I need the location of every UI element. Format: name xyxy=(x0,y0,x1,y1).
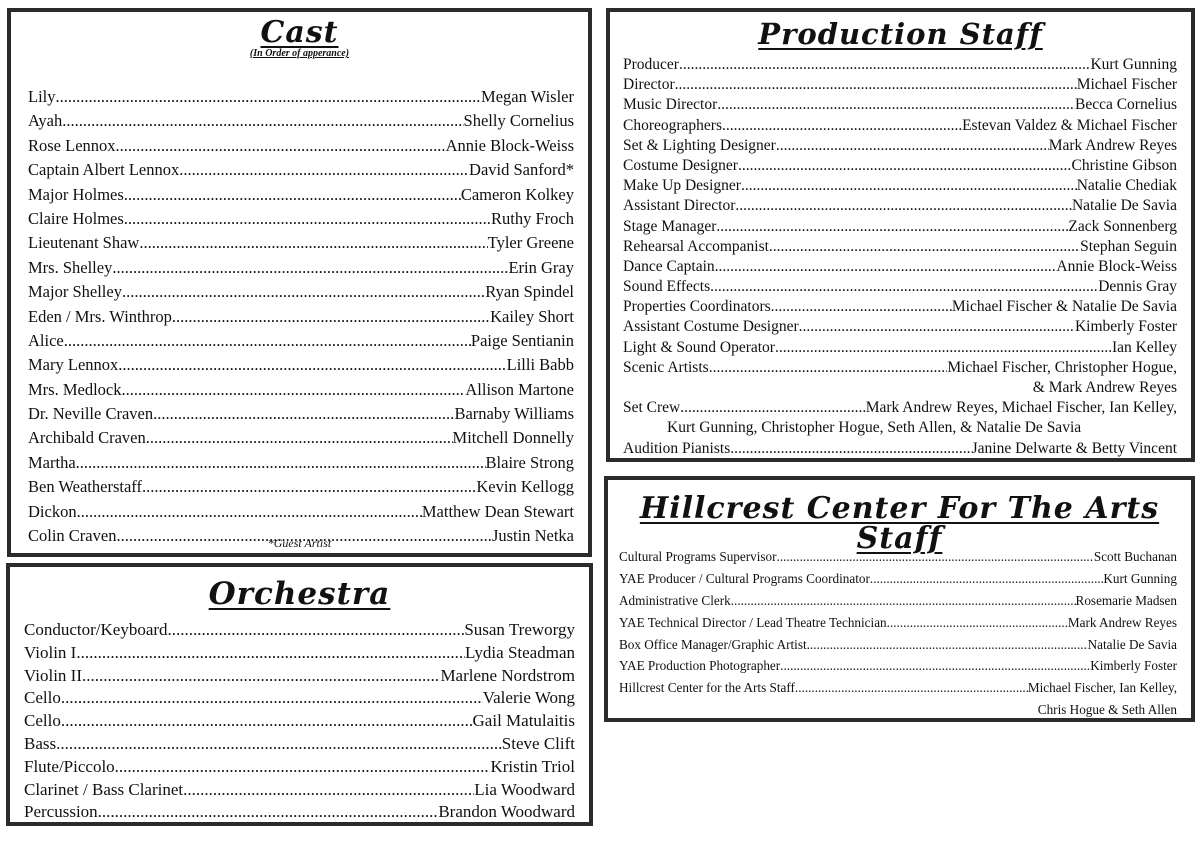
credit-name: Erin Gray xyxy=(508,257,574,277)
dot-leader xyxy=(115,756,491,779)
credit-name: Lia Woodward xyxy=(474,779,575,799)
credit-role: Eden / Mrs. Winthrop xyxy=(28,306,172,326)
credit-row xyxy=(28,158,574,182)
dot-leader xyxy=(775,338,1112,358)
credit-row xyxy=(28,256,574,280)
credit-role: Producer xyxy=(623,56,679,73)
credit-role: Mary Lennox xyxy=(28,355,119,375)
credit-name: Megan Wisler xyxy=(481,87,574,106)
credit-row xyxy=(28,500,574,524)
dot-leader xyxy=(735,196,1072,216)
hillcrest-staff-title: Hillcrest Center For The Arts Staff xyxy=(639,491,1160,556)
credit-name: Cameron Kolkey xyxy=(460,184,574,204)
dot-leader xyxy=(76,642,465,665)
credit-row xyxy=(619,634,1177,656)
credit-role: Scenic Artists xyxy=(623,358,709,376)
credit-name: Michael Fischer, Christopher Hogue, xyxy=(947,358,1177,376)
credit-role: Assistant Costume Designer xyxy=(623,318,799,336)
credit-row xyxy=(28,353,574,377)
credit-row xyxy=(28,231,574,255)
dot-leader xyxy=(116,134,446,158)
credit-role: Conductor/Keyboard xyxy=(24,620,168,639)
credit-name: Tyler Greene xyxy=(487,233,574,253)
credit-role: Cultural Programs Supervisor xyxy=(619,549,777,564)
credit-row xyxy=(28,280,574,304)
credit-name: Kimberly Foster xyxy=(1074,318,1177,336)
credit-name: Lilli Babb xyxy=(506,355,574,375)
dot-leader xyxy=(887,612,1068,634)
credit-name: Mark Andrew Reyes xyxy=(1067,614,1177,630)
credit-name: Natalie Chediak xyxy=(1076,177,1177,195)
credit-role: Set Crew xyxy=(623,399,681,417)
credit-role: Properties Coordinators xyxy=(623,298,771,316)
dot-leader xyxy=(722,116,962,136)
dot-leader xyxy=(799,317,1075,337)
credit-row xyxy=(623,196,1177,216)
credit-row xyxy=(623,398,1177,418)
credit-name: Justin Netka xyxy=(491,526,574,546)
credit-row xyxy=(619,546,1177,568)
credit-role: Cello xyxy=(24,711,61,731)
dot-leader xyxy=(64,329,471,353)
credit-role: Archibald Craven xyxy=(28,428,146,448)
credit-role: Mrs. Medlock xyxy=(28,379,122,399)
dot-leader xyxy=(780,655,1090,677)
dot-leader xyxy=(795,677,1028,699)
credit-name: Allison Martone xyxy=(465,379,574,399)
credit-name: Michael Fischer, Ian Kelley, xyxy=(1027,680,1177,696)
credit-row xyxy=(28,207,574,231)
dot-leader xyxy=(675,75,1077,95)
credit-role: Light & Sound Operator xyxy=(623,338,775,356)
credit-role: Sound Effects xyxy=(623,278,711,296)
credit-name: Christine Gibson xyxy=(1071,156,1177,174)
credit-role: Dickon xyxy=(28,501,77,521)
credit-name: Blaire Strong xyxy=(485,452,574,472)
credit-name: Estevan Valdez & Michael Fischer xyxy=(962,116,1177,134)
credit-row xyxy=(623,116,1177,136)
credit-name: Dennis Gray xyxy=(1098,278,1177,296)
credit-row xyxy=(28,451,574,475)
set-crew-continued: Kurt Gunning, Christopher Hogue, Seth Allen, & Natalie De Savia xyxy=(667,419,1082,437)
dot-leader xyxy=(716,217,1068,237)
credit-role: Costume Designer xyxy=(623,156,738,174)
credit-role: YAE Technical Director / Lead Theatre Technician xyxy=(619,614,887,630)
credit-row xyxy=(619,612,1177,634)
production-staff-rows xyxy=(623,55,1177,378)
credit-row xyxy=(623,297,1177,317)
credit-row xyxy=(619,655,1177,677)
guest-artist-note: *Guest Artist xyxy=(267,536,332,550)
credit-role: Violin II xyxy=(24,665,82,685)
credit-role: Stage Manager xyxy=(623,217,717,235)
credit-row xyxy=(623,176,1177,196)
credit-role: Dr. Neville Craven xyxy=(28,404,154,424)
scenic-artists-continued: & Mark Andrew Reyes xyxy=(1032,379,1177,396)
credit-name: Paige Sentianin xyxy=(470,330,574,350)
credit-name: David Sanford* xyxy=(469,160,574,180)
dot-leader xyxy=(179,158,469,182)
credit-role: Audition Pianists xyxy=(623,439,731,457)
dot-leader xyxy=(717,95,1075,115)
dot-leader xyxy=(183,779,474,802)
credit-name: Ian Kelley xyxy=(1112,338,1177,356)
dot-leader xyxy=(146,426,453,450)
credit-role: Lieutenant Shaw xyxy=(28,233,140,253)
credit-name: Natalie De Savia xyxy=(1071,197,1177,215)
credit-role: Hillcrest Center for the Arts Staff xyxy=(619,680,795,696)
credit-row xyxy=(24,733,575,756)
orchestra-list xyxy=(24,619,575,824)
credit-name: Scott Buchanan xyxy=(1093,549,1177,564)
dot-leader xyxy=(76,451,486,475)
dot-leader xyxy=(124,183,461,207)
dot-leader xyxy=(168,619,465,642)
credit-row xyxy=(619,590,1177,612)
credit-role: Percussion xyxy=(24,802,98,822)
credit-name: Stephan Seguin xyxy=(1080,237,1177,255)
dot-leader xyxy=(172,305,490,329)
credit-role: Colin Craven xyxy=(28,526,117,546)
credit-row xyxy=(24,619,575,642)
credit-row xyxy=(623,136,1177,156)
credit-row xyxy=(623,237,1177,257)
cast-title: Cast xyxy=(260,15,339,50)
credit-role: Bass xyxy=(24,733,57,753)
credit-name: Lydia Steadman xyxy=(464,642,575,662)
credit-role: Cello xyxy=(24,688,61,708)
credit-role: Make Up Designer xyxy=(623,177,741,195)
credit-name: Ruthy Froch xyxy=(491,208,574,228)
credit-role: Choreographers xyxy=(623,116,722,134)
credit-row xyxy=(28,109,574,133)
credit-name: Steve Clift xyxy=(501,733,575,753)
dot-leader xyxy=(118,353,506,377)
credit-role: Mrs. Shelley xyxy=(28,257,113,277)
credit-name: Brandon Woodward xyxy=(438,802,575,822)
dot-leader xyxy=(61,687,483,710)
credit-row xyxy=(623,257,1177,277)
credit-name: Michael Fischer xyxy=(1076,76,1177,94)
credit-name: Kurt Gunning xyxy=(1090,56,1177,73)
dot-leader xyxy=(731,590,1076,612)
credit-name: Kimberly Foster xyxy=(1090,658,1177,674)
dot-leader xyxy=(62,109,463,133)
orchestra-panel xyxy=(6,563,593,826)
credit-row xyxy=(28,426,574,450)
credit-row xyxy=(623,439,1177,459)
credit-name: Becca Cornelius xyxy=(1074,96,1177,114)
credit-row xyxy=(28,183,574,207)
credit-name: Michael Fischer & Natalie De Savia xyxy=(951,298,1177,316)
dot-leader xyxy=(124,207,491,231)
credit-row xyxy=(24,687,575,710)
credit-row xyxy=(24,665,575,688)
credit-name: Kevin Kellogg xyxy=(476,477,574,497)
credit-name: Zack Sonnenberg xyxy=(1068,217,1177,235)
production-staff-title: Production Staff xyxy=(758,17,1043,51)
production-staff-list xyxy=(623,55,1177,459)
dot-leader xyxy=(142,475,476,499)
credit-role: Ben Weatherstaff xyxy=(28,477,142,497)
credit-role: Box Office Manager/Graphic Artist xyxy=(619,636,807,652)
credit-row xyxy=(623,338,1177,358)
dot-leader xyxy=(679,55,1091,75)
credit-row xyxy=(623,95,1177,115)
credit-role: Alice xyxy=(28,330,64,350)
credit-role: Ayah xyxy=(28,111,63,131)
credit-row xyxy=(619,677,1177,699)
credit-name: Valerie Wong xyxy=(482,688,575,708)
dot-leader xyxy=(82,665,440,688)
credit-name: Matthew Dean Stewart xyxy=(421,501,574,521)
credit-name: Ryan Spindel xyxy=(485,282,574,302)
credit-row xyxy=(24,756,575,779)
credit-row xyxy=(28,402,574,426)
production-staff-panel xyxy=(606,8,1195,462)
hillcrest-staff-rows xyxy=(619,546,1177,699)
cast-subtitle: (In Order of apperance) xyxy=(249,48,350,59)
credit-role: Lily xyxy=(28,87,56,106)
credit-name: Barnaby Williams xyxy=(454,404,574,424)
credit-role: Music Director xyxy=(623,96,718,114)
credit-role: Major Shelley xyxy=(28,282,122,302)
credit-row xyxy=(28,475,574,499)
dot-leader xyxy=(741,176,1077,196)
credit-row xyxy=(24,642,575,665)
dot-leader xyxy=(730,439,971,459)
dot-leader xyxy=(769,237,1080,257)
hillcrest-staff-list xyxy=(619,546,1177,721)
dot-leader xyxy=(680,398,865,418)
credit-row xyxy=(28,134,574,158)
dot-leader xyxy=(153,402,454,426)
credit-row xyxy=(28,305,574,329)
credit-role: Rehearsal Accompanist xyxy=(623,237,769,255)
credit-name: Gail Matulaitis xyxy=(472,711,575,731)
credit-row xyxy=(28,85,574,109)
dot-leader xyxy=(776,136,1049,156)
credit-name: Kurt Gunning xyxy=(1103,570,1177,586)
credit-name: Rosemarie Madsen xyxy=(1075,592,1177,608)
credit-name: Natalie De Savia xyxy=(1087,636,1177,652)
credit-name: Annie Block-Weiss xyxy=(1056,257,1177,275)
credit-name: Kailey Short xyxy=(490,306,574,326)
credit-role: Administrative Clerk xyxy=(619,592,731,608)
orchestra-title: Orchestra xyxy=(208,576,391,612)
credit-row xyxy=(24,710,575,733)
credit-role: Rose Lennox xyxy=(28,135,116,155)
credit-row xyxy=(623,156,1177,176)
credit-role: YAE Producer / Cultural Programs Coordinator xyxy=(619,570,870,586)
credit-row xyxy=(619,568,1177,590)
credit-row xyxy=(623,75,1177,95)
dot-leader xyxy=(738,156,1072,176)
credit-row xyxy=(623,55,1177,75)
dot-leader xyxy=(56,85,482,109)
credit-row xyxy=(24,801,575,824)
credit-name: Annie Block-Weiss xyxy=(445,135,574,155)
credit-role: Dance Captain xyxy=(623,257,715,275)
credit-name: Mark Andrew Reyes, Michael Fischer, Ian Kelley, xyxy=(865,399,1177,417)
credit-name: Shelly Cornelius xyxy=(463,111,574,131)
dot-leader xyxy=(122,280,485,304)
credit-row xyxy=(623,358,1177,378)
credit-role: Clarinet / Bass Clarinet xyxy=(24,779,184,799)
credit-row xyxy=(28,378,574,402)
dot-leader xyxy=(870,568,1103,590)
dot-leader xyxy=(139,231,487,255)
credit-role: YAE Production Photographer xyxy=(619,658,781,674)
credit-role: Assistant Director xyxy=(623,197,736,215)
credit-name: Mitchell Donnelly xyxy=(452,428,574,448)
dot-leader xyxy=(709,358,948,378)
credit-role: Martha xyxy=(28,452,76,472)
cast-panel xyxy=(7,8,592,557)
credit-row xyxy=(28,329,574,353)
credit-role: Violin I xyxy=(24,642,77,662)
dot-leader xyxy=(122,378,466,402)
credit-name: Susan Treworgy xyxy=(464,620,575,639)
credit-role: Claire Holmes xyxy=(28,208,124,228)
hillcrest-staff-continued: Chris Hogue & Seth Allen xyxy=(1037,702,1177,718)
credit-row xyxy=(623,317,1177,337)
credit-role: Set & Lighting Designer xyxy=(623,136,776,154)
dot-leader xyxy=(61,710,473,733)
hillcrest-staff-panel xyxy=(604,476,1195,722)
credit-row xyxy=(623,277,1177,297)
credit-row xyxy=(24,779,575,802)
dot-leader xyxy=(112,256,508,280)
credit-row xyxy=(623,217,1177,237)
dot-leader xyxy=(98,801,439,824)
dot-leader xyxy=(777,546,1094,568)
credit-role: Major Holmes xyxy=(28,184,124,204)
credit-role: Flute/Piccolo xyxy=(24,756,115,776)
cast-list xyxy=(28,85,574,548)
credit-role: Captain Albert Lennox xyxy=(28,160,180,180)
dot-leader xyxy=(77,500,422,524)
dot-leader xyxy=(715,257,1057,277)
credit-name: Mark Andrew Reyes xyxy=(1048,136,1177,154)
dot-leader xyxy=(807,634,1088,656)
credit-name: Marlene Nordstrom xyxy=(440,665,575,685)
dot-leader xyxy=(710,277,1098,297)
dot-leader xyxy=(56,733,502,756)
credit-name: Kristin Triol xyxy=(490,756,575,776)
credit-name: Janine Delwarte & Betty Vincent xyxy=(971,439,1177,457)
credit-role: Director xyxy=(623,76,675,94)
dot-leader xyxy=(771,297,952,317)
